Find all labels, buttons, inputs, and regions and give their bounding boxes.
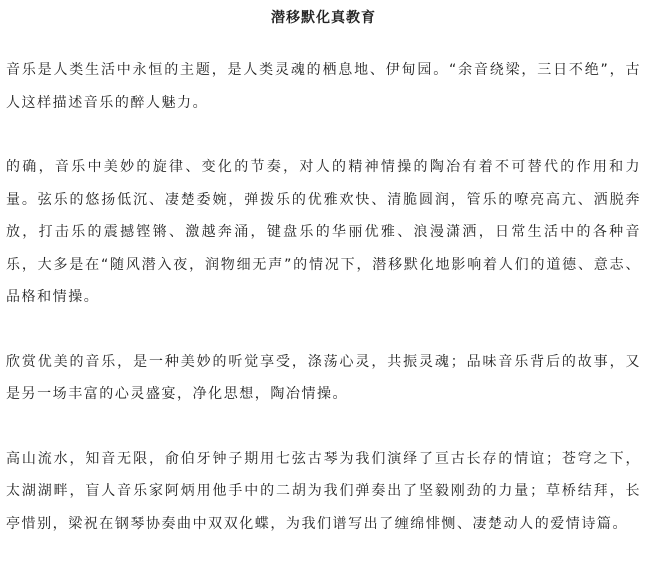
- paragraph-3: 欣赏优美的音乐，是一种美妙的听觉享受，涤荡心灵，共振灵魂；品味音乐背后的故事，又是另一场丰富的心灵盛宴，净化思想，陶冶情操。: [6, 353, 641, 402]
- paragraph-2: 的确，音乐中美妙的旋律、变化的节奏，对人的精神情操的陶冶有着不可替代的作用和力量。弦乐的悠扬低沉、凄楚委婉，弹拨乐的优雅欢快、清脆圆润，管乐的嘹亮高亢、洒脱奔放，打击乐的震撼铿锵、激越奔涌，键盘乐的华丽优雅、浪漫潇洒，日常生活中的各种音乐，大多是在“随风潜入夜，润物细无声”的情况下，潜移默化地影响着人们的道德、意志、品格和情操。: [6, 159, 641, 305]
- paragraph-1: 音乐是人类生活中永恒的主题，是人类灵魂的栖息地、伊甸园。“余音绕梁，三日不绝”，古人这样描述音乐的醉人魅力。: [6, 62, 641, 111]
- paragraph-4: 高山流水，知音无限，俞伯牙钟子期用七弦古琴为我们演绎了亘古长存的情谊；苍穹之下，太湖湖畔，盲人音乐家阿炳用他手中的二胡为我们弹奏出了坚毅刚劲的力量；草桥结拜，长亭惜别，梁祝在钢琴协奏曲中双双化蝶，为我们谱写出了缠绵悱恻、凄楚动人的爱情诗篇。: [6, 450, 641, 532]
- article-title: 潜移默化真教育: [271, 10, 376, 26]
